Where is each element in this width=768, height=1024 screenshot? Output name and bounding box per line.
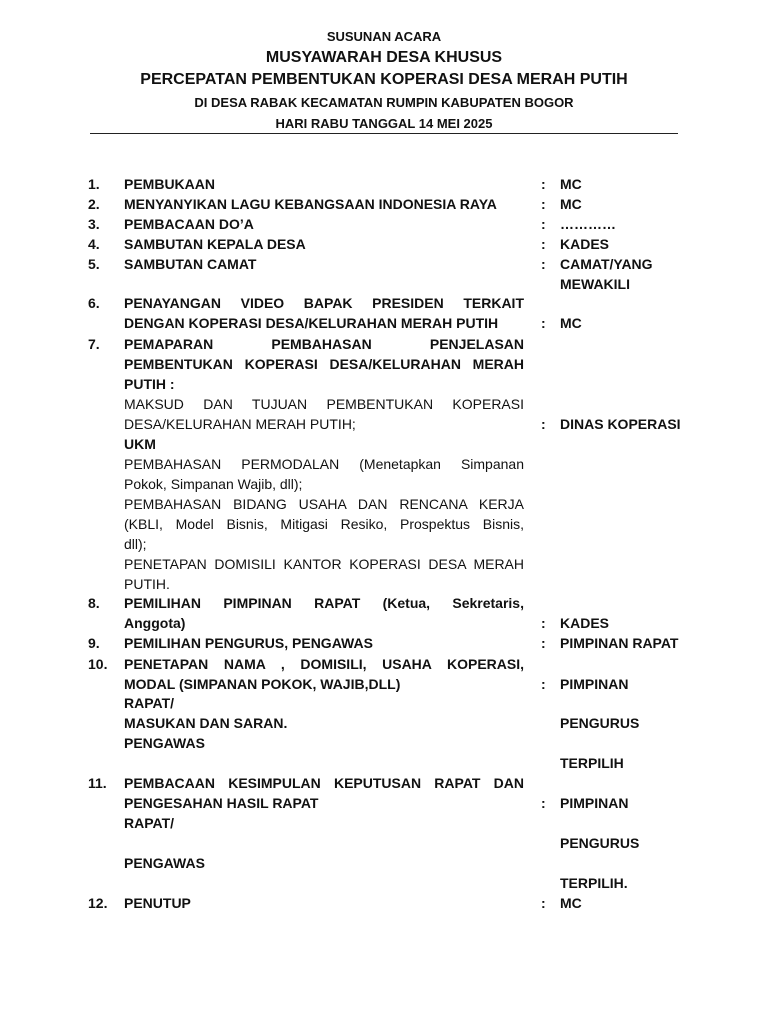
item-text-line: PENAYANGAN VIDEO BAPAK PRESIDEN TERKAIT bbox=[124, 295, 524, 311]
item-responsible: PIMPINAN bbox=[560, 795, 629, 811]
item-responsible-cont: PENGURUS bbox=[560, 835, 640, 851]
item-text: MENYANYIKAN LAGU KEBANGSAAN INDONESIA RAYA bbox=[124, 196, 497, 212]
item-responsible-cont: PENGURUS bbox=[560, 715, 640, 731]
item-text: PEMBACAAN DO’A bbox=[124, 216, 254, 232]
item-text-line: PEMAPARAN PEMBAHASAN PENJELASAN bbox=[124, 336, 524, 352]
item-text-line: PENGAWAS bbox=[124, 855, 205, 871]
item-responsible: MC bbox=[560, 895, 582, 911]
item-number: 9. bbox=[88, 635, 100, 651]
item-colon: : bbox=[541, 315, 546, 331]
item-responsible-cont: MEWAKILI bbox=[560, 276, 630, 292]
item-text-line: RAPAT/ bbox=[124, 695, 175, 711]
item-text-line: PUTIH : bbox=[124, 376, 175, 392]
item-text: PEMILIHAN PENGURUS, PENGAWAS bbox=[124, 635, 373, 651]
header-rule bbox=[90, 133, 678, 134]
item-responsible: PIMPINAN bbox=[560, 676, 629, 692]
item-text-line: MASUKAN DAN SARAN. bbox=[124, 715, 288, 731]
item-colon: : bbox=[541, 676, 546, 692]
item-text-line: Pokok, Simpanan Wajib, dll); bbox=[124, 476, 303, 492]
item-colon: : bbox=[541, 236, 546, 252]
item-number: 10. bbox=[88, 656, 108, 672]
item-responsible: CAMAT/YANG bbox=[560, 256, 653, 272]
item-number: 2. bbox=[88, 196, 100, 212]
item-responsible: PIMPINAN RAPAT bbox=[560, 635, 679, 651]
item-colon: : bbox=[541, 895, 546, 911]
item-text-line: PENGESAHAN HASIL RAPAT bbox=[124, 795, 319, 811]
item-text-line: Anggota) bbox=[124, 615, 186, 631]
item-colon: : bbox=[541, 416, 546, 432]
item-number: 7. bbox=[88, 336, 100, 352]
item-responsible: DINAS KOPERASI bbox=[560, 416, 681, 432]
item-responsible-cont: TERPILIH. bbox=[560, 875, 628, 891]
title-lokasi: DI DESA RABAK KECAMATAN RUMPIN KABUPATEN BOGOR bbox=[194, 95, 574, 110]
item-text-line: PENGAWAS bbox=[124, 735, 205, 751]
title-tanggal: HARI RABU TANGGAL 14 MEI 2025 bbox=[275, 116, 493, 131]
item-text-line: dll); bbox=[124, 536, 147, 552]
item-number: 11. bbox=[88, 775, 107, 791]
item-number: 8. bbox=[88, 595, 100, 611]
item-colon: : bbox=[541, 216, 546, 232]
item-text: SAMBUTAN KEPALA DESA bbox=[124, 236, 306, 252]
item-number: 3. bbox=[88, 216, 100, 232]
item-colon: : bbox=[541, 176, 546, 192]
item-responsible: MC bbox=[560, 176, 582, 192]
item-responsible: KADES bbox=[560, 615, 610, 631]
item-responsible-cont: TERPILIH bbox=[560, 755, 624, 771]
item-text-line: MAKSUD DAN TUJUAN PEMBENTUKAN KOPERASI bbox=[124, 396, 524, 412]
item-responsible: ………… bbox=[560, 216, 616, 232]
item-number: 1. bbox=[88, 176, 100, 192]
item-text-line: (KBLI, Model Bisnis, Mitigasi Resiko, Prospektus Bisnis, bbox=[124, 516, 524, 532]
item-text-line: UKM bbox=[124, 436, 156, 452]
item-text-line: RAPAT/ bbox=[124, 815, 175, 831]
item-colon: : bbox=[541, 795, 546, 811]
item-number: 4. bbox=[88, 236, 100, 252]
item-text-line: PENETAPAN NAMA , DOMISILI, USAHA KOPERASI, bbox=[124, 656, 524, 672]
item-colon: : bbox=[541, 196, 546, 212]
item-text: SAMBUTAN CAMAT bbox=[124, 256, 257, 272]
item-colon: : bbox=[541, 635, 546, 651]
item-colon: : bbox=[541, 256, 546, 272]
item-text-line: PUTIH. bbox=[124, 576, 170, 592]
title-percepatan: PERCEPATAN PEMBENTUKAN KOPERASI DESA MERAH PUTIH bbox=[140, 71, 628, 88]
title-musyawarah: MUSYAWARAH DESA KHUSUS bbox=[265, 49, 503, 66]
item-text-line: MODAL (SIMPANAN POKOK, WAJIB,DLL) bbox=[124, 676, 401, 692]
item-text-line: PEMILIHAN PIMPINAN RAPAT (Ketua, Sekretaris, bbox=[124, 595, 524, 611]
item-responsible: MC bbox=[560, 196, 582, 212]
item-responsible: KADES bbox=[560, 236, 610, 252]
item-number: 5. bbox=[88, 256, 100, 272]
item-text-line: PENETAPAN DOMISILI KANTOR KOPERASI DESA MERAH bbox=[124, 556, 524, 572]
item-text-line: PEMBENTUKAN KOPERASI DESA/KELURAHAN MERAH bbox=[124, 356, 524, 372]
item-text: PEMBUKAAN bbox=[124, 176, 215, 192]
item-number: 12. bbox=[88, 895, 108, 911]
item-colon: : bbox=[541, 615, 546, 631]
item-text-line: PEMBAHASAN BIDANG USAHA DAN RENCANA KERJA bbox=[124, 496, 524, 512]
title-susunan-acara: SUSUNAN ACARA bbox=[326, 29, 442, 44]
item-text-line: DENGAN KOPERASI DESA/KELURAHAN MERAH PUTIH bbox=[124, 315, 499, 331]
item-text-line: DESA/KELURAHAN MERAH PUTIH; bbox=[124, 416, 356, 432]
item-number: 6. bbox=[88, 295, 100, 311]
item-text-line: PEMBACAAN KESIMPULAN KEPUTUSAN RAPAT DAN bbox=[124, 775, 524, 791]
item-responsible: MC bbox=[560, 315, 582, 331]
item-text: PENUTUP bbox=[124, 895, 191, 911]
item-text-line: PEMBAHASAN PERMODALAN (Menetapkan Simpanan bbox=[124, 456, 524, 472]
